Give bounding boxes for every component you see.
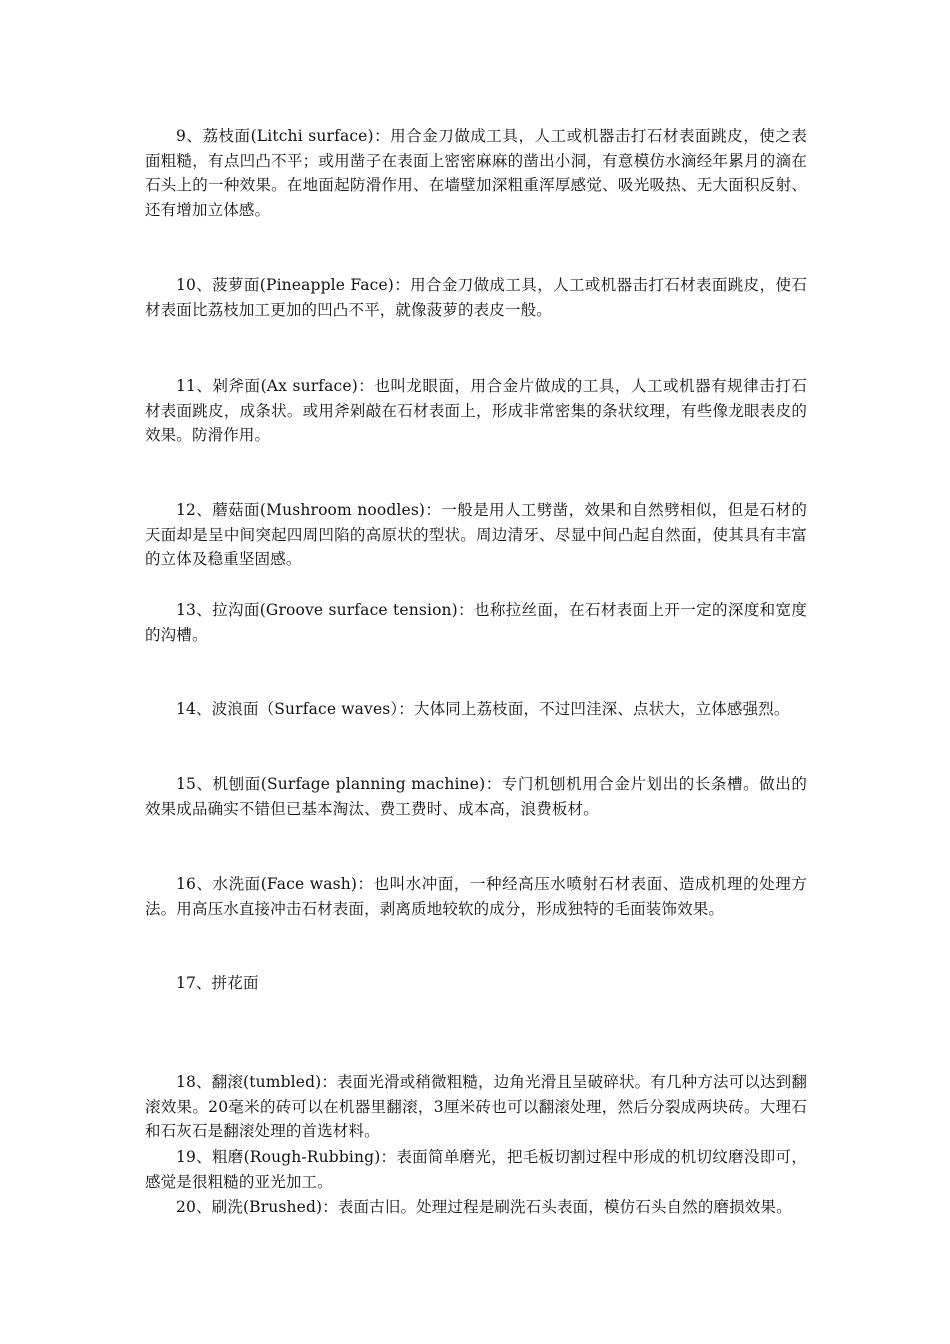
paragraph-litchi-surface: 9、荔枝面(Litchi surface)：用合金刀做成工具，人工或机器击打石材表面跳皮，使之表面粗糙，有点凹凸不平；或用凿子在表面上密密麻麻的凿出小洞，有意模仿水滴经年累月的滴在石头上的一种效果。在地面起防滑作用、在墙壁加深粗重浑厚感觉、吸光吸热、无大面积反射、还有增加立体感。 bbox=[145, 127, 807, 219]
paragraph-groove-surface: 13、拉沟面(Groove surface tension)：也称拉丝面，在石材表面上开一定的深度和宽度的沟槽。 bbox=[145, 601, 807, 644]
paragraph-ax-surface: 11、剁斧面(Ax surface)：也叫龙眼面，用合金片做成的工具，人工或机器有规律击打石材表面跳皮，成条状。或用斧剁敲在石材表面上，形成非常密集的条状纹理，有些像龙眼表皮的效果。防滑作用。 bbox=[145, 377, 807, 444]
paragraph-tumbled: 18、翻滚(tumbled)：表面光滑或稍微粗糙，边角光滑且呈破碎状。有几种方法可以达到翻滚效果。20毫米的砖可以在机器里翻滚，3厘米砖也可以翻滚处理，然后分裂成两块砖。大理石和石灰石是翻滚处理的首选材料。 bbox=[145, 1073, 807, 1140]
paragraph-rough-rubbing: 19、粗磨(Rough-Rubbing)：表面简单磨光，把毛板切割过程中形成的机切纹磨没即可，感觉是很粗糙的亚光加工。 bbox=[145, 1148, 807, 1191]
paragraph-mushroom-noodles: 12、蘑菇面(Mushroom noodles)：一般是用人工劈凿，效果和自然劈相似，但是石材的天面却是呈中间突起四周凹陷的高原状的型状。周边清牙、尽显中间凸起自然面，使其具有丰富的立体及稳重坚固感。 bbox=[145, 501, 807, 568]
paragraph-planning-machine: 15、机刨面(Surfage planning machine)：专门机刨机用合金片划出的长条槽。做出的效果成品确实不错但已基本淘汰、费工费时、成本高，浪费板材。 bbox=[145, 775, 807, 818]
paragraph-surface-waves: 14、波浪面（Surface waves）：大体同上荔枝面，不过凹洼深、点状大，立体感强烈。 bbox=[176, 700, 790, 718]
paragraph-face-wash: 16、水洗面(Face wash)：也叫水冲面，一种经高压水喷射石材表面、造成机理的处理方法。用高压水直接冲击石材表面，剥离质地较软的成分，形成独特的毛面装饰效果。 bbox=[145, 875, 807, 918]
paragraph-pineapple-face: 10、菠萝面(Pineapple Face)：用合金刀做成工具，人工或机器击打石材表面跳皮，使石材表面比荔枝加工更加的凹凸不平，就像菠萝的表皮一般。 bbox=[145, 276, 807, 319]
paragraph-parquet-face: 17、拼花面 bbox=[176, 974, 259, 992]
paragraph-brushed: 20、刷洗(Brushed)：表面古旧。处理过程是刷洗石头表面，模仿石头自然的磨损效果。 bbox=[176, 1198, 792, 1216]
